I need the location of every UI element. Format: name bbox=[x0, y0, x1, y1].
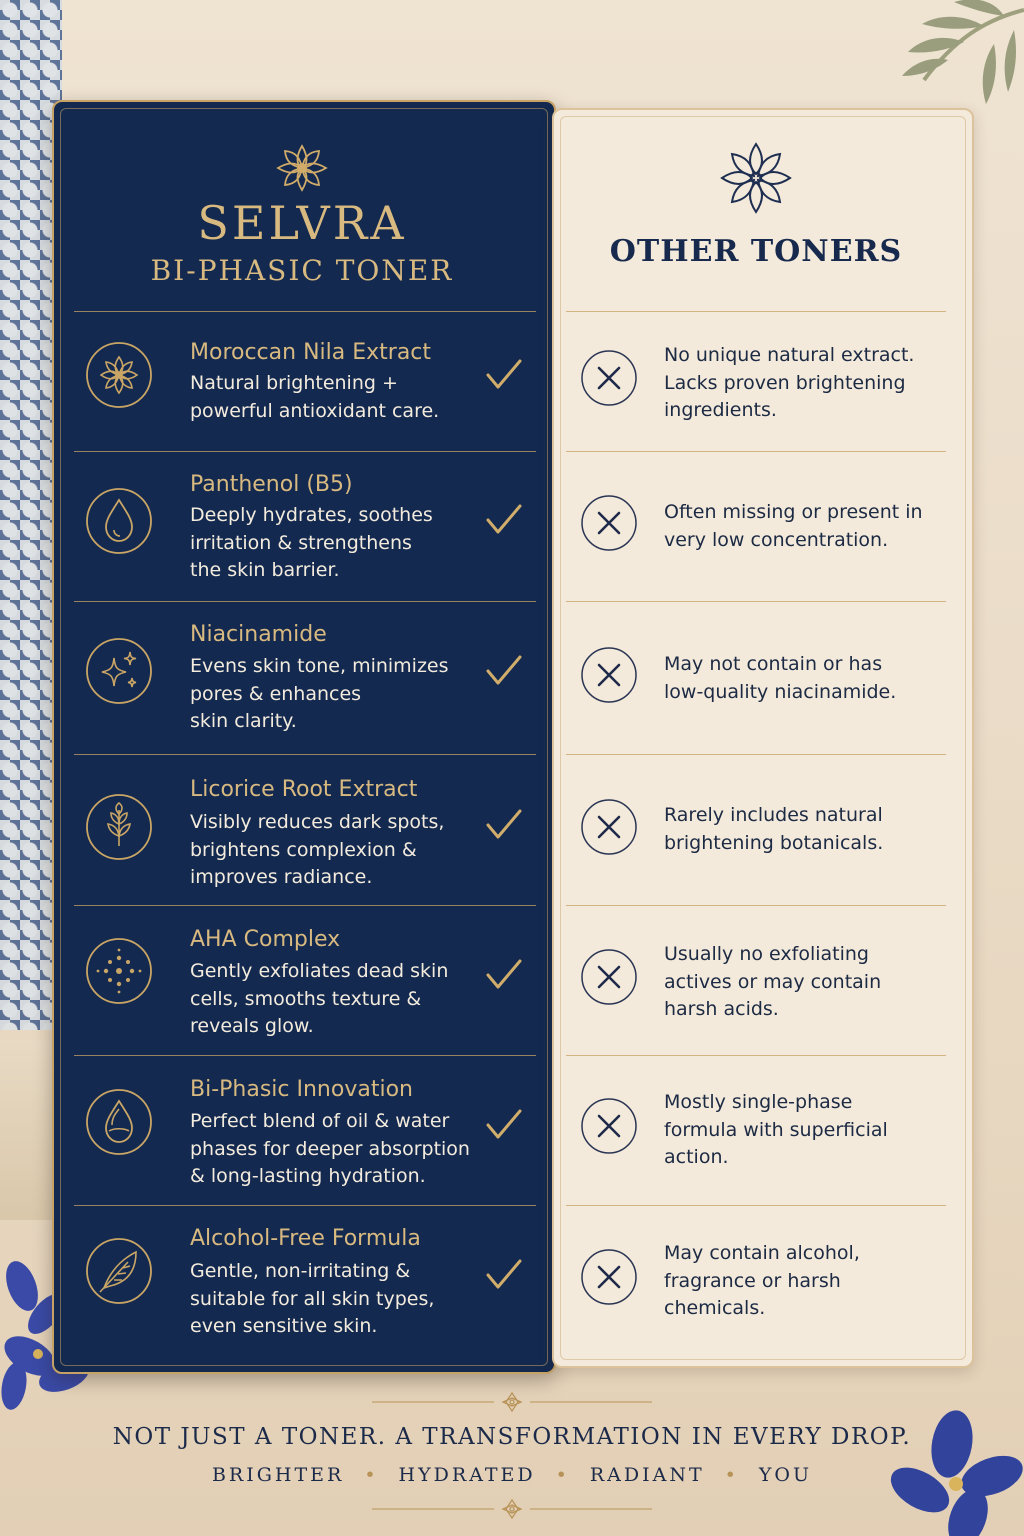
checkmark-icon bbox=[484, 653, 524, 689]
feature-description: Gentle, non-irritating & suitable for all skin types, even sensitive skin. bbox=[190, 1260, 435, 1337]
feature-title: AHA Complex bbox=[190, 927, 341, 952]
feature-title: Licorice Root Extract bbox=[190, 777, 418, 802]
checkmark-icon bbox=[484, 807, 524, 843]
dots-burst-icon bbox=[84, 936, 154, 1006]
oil-water-drop-icon bbox=[84, 1087, 154, 1157]
benefit-words bbox=[0, 1464, 1024, 1486]
other-description: Usually no exfoliating actives or may contain harsh acids. bbox=[664, 943, 882, 1020]
divider bbox=[74, 905, 536, 906]
feature-title: Bi-Phasic Innovation bbox=[190, 1077, 413, 1102]
product-name: BI-PHASIC TONER bbox=[150, 254, 454, 287]
lotus-mandala-icon bbox=[272, 140, 332, 196]
feature-description: Deeply hydrates, soothes irritation & strengthens the skin barrier. bbox=[190, 504, 433, 581]
ornament-divider-icon bbox=[372, 1497, 652, 1521]
lotus-icon bbox=[84, 340, 154, 410]
ornament-divider-icon bbox=[372, 1390, 652, 1414]
leaf-sprig-icon bbox=[84, 792, 154, 862]
benefit-word: HYDRATED bbox=[398, 1464, 536, 1486]
benefit-word: YOU bbox=[758, 1464, 813, 1486]
divider bbox=[566, 1205, 946, 1206]
other-description: May not contain or has low-quality niacinamide. bbox=[664, 653, 897, 703]
other-toners-title: OTHER TONERS bbox=[609, 234, 903, 269]
cross-circle-icon bbox=[580, 948, 638, 1006]
other-description: May contain alcohol, fragrance or harsh chemicals. bbox=[664, 1242, 860, 1319]
separator-dot: • bbox=[724, 1464, 739, 1486]
other-description: Mostly single-phase formula with superficial action. bbox=[664, 1091, 888, 1168]
divider bbox=[74, 601, 536, 602]
divider bbox=[74, 1055, 536, 1056]
cross-circle-icon bbox=[580, 494, 638, 552]
tagline: NOT JUST A TONER. A TRANSFORMATION IN EVERY DROP. bbox=[112, 1424, 912, 1450]
cross-circle-icon bbox=[580, 1248, 638, 1306]
lotus-mandala-icon bbox=[718, 140, 794, 216]
divider bbox=[74, 754, 536, 755]
divider bbox=[566, 1055, 946, 1056]
checkmark-icon bbox=[484, 1257, 524, 1293]
separator-dot: • bbox=[364, 1464, 379, 1486]
checkmark-icon bbox=[484, 357, 524, 393]
divider bbox=[566, 451, 946, 452]
feature-title: Alcohol-Free Formula bbox=[190, 1226, 421, 1251]
brand-name: SELVRA bbox=[197, 196, 407, 250]
feature-description: Evens skin tone, minimizes pores & enhances skin clarity. bbox=[190, 655, 449, 732]
feature-description: Gently exfoliates dead skin cells, smooths texture & reveals glow. bbox=[190, 960, 449, 1037]
benefit-word: BRIGHTER bbox=[211, 1464, 345, 1486]
background-stone-pillar bbox=[0, 1040, 60, 1220]
feature-description: Perfect blend of oil & water phases for deeper absorption & long-lasting hydration. bbox=[190, 1110, 470, 1187]
other-description: Rarely includes natural brightening botanicals. bbox=[664, 804, 884, 854]
feature-description: Visibly reduces dark spots, brightens complexion & improves radiance. bbox=[190, 811, 445, 888]
separator-dot: • bbox=[555, 1464, 570, 1486]
divider bbox=[74, 1205, 536, 1206]
cross-circle-icon bbox=[580, 1097, 638, 1155]
feather-leaf-icon bbox=[84, 1236, 154, 1306]
divider bbox=[74, 311, 536, 312]
other-description: No unique natural extract. Lacks proven brightening ingredients. bbox=[664, 344, 915, 421]
feature-title: Panthenol (B5) bbox=[190, 472, 353, 497]
cross-circle-icon bbox=[580, 798, 638, 856]
droplet-icon bbox=[84, 486, 154, 556]
benefit-word: RADIANT bbox=[589, 1464, 705, 1486]
cross-circle-icon bbox=[580, 349, 638, 407]
other-description: Often missing or present in very low concentration. bbox=[664, 501, 923, 551]
checkmark-icon bbox=[484, 502, 524, 538]
divider bbox=[74, 451, 536, 452]
other-toners-column-panel bbox=[552, 108, 974, 1368]
divider bbox=[566, 905, 946, 906]
divider bbox=[566, 311, 946, 312]
feature-title: Niacinamide bbox=[190, 622, 327, 647]
cross-circle-icon bbox=[580, 646, 638, 704]
feature-title: Moroccan Nila Extract bbox=[190, 340, 432, 365]
feature-description: Natural brightening + powerful antioxidant care. bbox=[190, 372, 440, 422]
sparkle-icon bbox=[84, 636, 154, 706]
divider bbox=[566, 754, 946, 755]
checkmark-icon bbox=[484, 957, 524, 993]
divider bbox=[566, 601, 946, 602]
checkmark-icon bbox=[484, 1107, 524, 1143]
